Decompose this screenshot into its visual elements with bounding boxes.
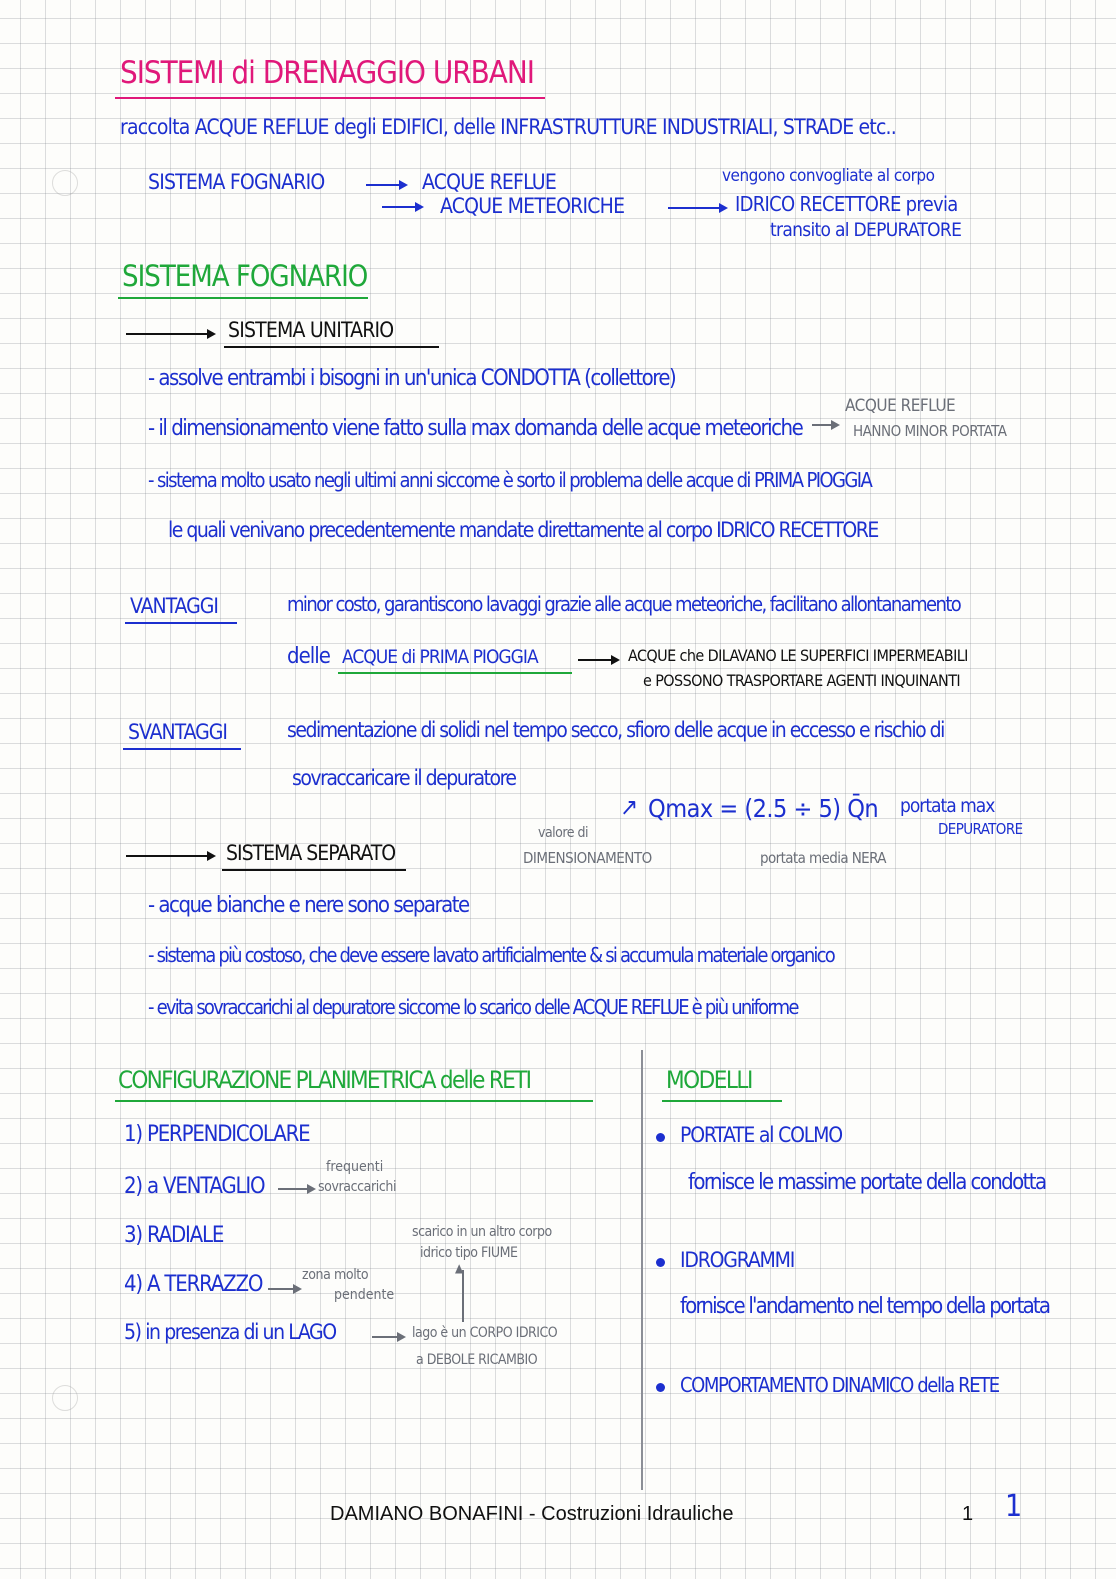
- unitario-bullet-3: - sistema molto usato negli ultimi anni siccome è sorto il problema delle acque di PRIMA PIOGGIA: [148, 468, 872, 492]
- formula-note-right-1: portata max: [900, 795, 995, 817]
- formula-note-left-2: DIMENSIONAMENTO: [523, 849, 652, 867]
- unitario-bullet-4: le quali venivano precedentemente mandate direttamente al corpo IDRICO RECETTORE: [168, 518, 878, 542]
- lago-note-1: lago è un CORPO IDRICO: [412, 1325, 558, 1341]
- configurazione-underline: [115, 1100, 593, 1102]
- bullet-icon: [656, 1258, 665, 1267]
- prima-pioggia-note-1: ACQUE che DILAVANO LE SUPERFICI IMPERMEABILI: [628, 646, 968, 665]
- separato-label: SISTEMA SEPARATO: [226, 841, 396, 865]
- modello-3-title: COMPORTAMENTO DINAMICO della RETE: [680, 1373, 999, 1397]
- modelli-underline: [662, 1100, 782, 1102]
- modello-1-desc: fornisce le massime portate della condotta: [688, 1170, 1046, 1195]
- scarico-note-2: idrico tipo FIUME: [420, 1245, 518, 1261]
- arrow-reflue: [366, 184, 406, 186]
- vantaggi-line-1: minor costo, garantiscono lavaggi grazie alle acque meteoriche, facilitano allontanamento: [287, 592, 961, 616]
- prima-pioggia-underline: [338, 672, 572, 674]
- formula-note-bottom: portata media NERA: [760, 849, 886, 867]
- arrow-recettore: [668, 207, 726, 209]
- scarico-arrow-icon: ▲: [455, 1261, 464, 1275]
- formula-note-right-2: DEPURATORE: [938, 820, 1023, 838]
- column-divider: [641, 1050, 643, 1490]
- reflue-label: ACQUE REFLUE: [422, 170, 556, 194]
- unitario-bullet-1: - assolve entrambi i bisogni in un'unica CONDOTTA (collettore): [148, 366, 676, 391]
- bullet-icon: [656, 1383, 665, 1392]
- prima-pioggia-highlight: ACQUE di PRIMA PIOGGIA: [342, 646, 538, 668]
- separato-underline: [222, 869, 406, 871]
- scarico-note-1: scarico in un altro corpo: [412, 1224, 552, 1240]
- config-item-2: 2) a VENTAGLIO: [124, 1174, 265, 1199]
- section-heading-fognario: SISTEMA FOGNARIO: [122, 259, 368, 293]
- terrazzo-note-2: pendente: [334, 1287, 395, 1303]
- svantaggi-line-2: sovraccaricare il depuratore: [292, 766, 516, 790]
- fognario-label: SISTEMA FOGNARIO: [148, 170, 325, 194]
- svantaggi-line-1: sedimentazione di solidi nel tempo secco, sfioro delle acque in eccesso e rischio di: [287, 718, 944, 742]
- modello-2-title: IDROGRAMMI: [680, 1248, 795, 1272]
- page-number: 1: [962, 1503, 974, 1525]
- unitario-underline: [224, 346, 439, 348]
- arrow-separato: [126, 855, 214, 857]
- lago-note-2: a DEBOLE RICAMBIO: [416, 1352, 538, 1368]
- formula-note-left-1: valore di: [538, 825, 588, 841]
- unitario-bullet-2: - il dimensionamento viene fatto sulla max domanda delle acque meteoriche: [148, 416, 803, 441]
- svantaggi-underline: [123, 748, 241, 750]
- prima-pioggia-note-2: e POSSONO TRASPORTARE AGENTI INQUINANTI: [643, 671, 961, 690]
- unitario-label: SISTEMA UNITARIO: [228, 318, 394, 342]
- config-item-1: 1) PERPENDICOLARE: [124, 1122, 310, 1147]
- separato-bullet-1: - acque bianche e nere sono separate: [148, 893, 469, 918]
- section-heading-configurazione: CONFIGURAZIONE PLANIMETRICA delle RETI: [118, 1066, 531, 1094]
- formula-arrow-icon: ↗: [620, 793, 639, 821]
- arrow-terrazzo: [268, 1288, 300, 1290]
- separato-bullet-2: - sistema più costoso, che deve essere lavato artificialmente & si accumula materiale organico: [148, 943, 834, 967]
- ventaglio-note-1: frequenti: [326, 1159, 384, 1175]
- modello-1-title: PORTATE al COLMO: [680, 1123, 842, 1147]
- svantaggi-label: SVANTAGGI: [128, 720, 227, 744]
- recettore-note-1: vengono convogliate al corpo: [722, 166, 935, 186]
- ventaglio-note-2: sovraccarichi: [318, 1179, 397, 1195]
- config-item-5: 5) in presenza di un LAGO: [124, 1320, 336, 1344]
- separato-bullet-3: - evita sovraccarichi al depuratore siccome lo scarico delle ACQUE REFLUE è più uniforme: [148, 995, 798, 1019]
- side-note-2: HANNO MINOR PORTATA: [853, 422, 1007, 440]
- arrow-unitario: [126, 333, 214, 335]
- terrazzo-note-1: zona molto: [302, 1267, 369, 1283]
- arrow-prima-pioggia: [578, 659, 618, 661]
- bullet-icon: [656, 1133, 665, 1142]
- page-number-handwritten: 1: [1005, 1489, 1023, 1524]
- recettore-note-3: transito al DEPURATORE: [770, 219, 962, 241]
- intro-text: raccolta ACQUE REFLUE degli EDIFICI, delle INFRASTRUTTURE INDUSTRIALI, STRADE etc..: [120, 115, 896, 139]
- heading-underline: [118, 297, 368, 299]
- punch-hole: [52, 170, 78, 196]
- title-underline: [115, 97, 545, 99]
- modello-2-desc: fornisce l'andamento nel tempo della portata: [680, 1294, 1050, 1319]
- arrow-side-note: [812, 424, 838, 426]
- vantaggi-underline: [125, 622, 237, 624]
- arrow-meteoriche: [382, 206, 422, 208]
- vantaggi-line-2: delle: [287, 644, 330, 669]
- config-item-3: 3) RADIALE: [124, 1223, 224, 1248]
- config-item-4: 4) A TERRAZZO: [124, 1272, 263, 1297]
- recettore-note-2: IDRICO RECETTORE previa: [735, 192, 958, 216]
- formula: Qmax = (2.5 ÷ 5) Q̄n: [648, 794, 879, 823]
- punch-hole: [52, 1385, 78, 1411]
- meteoriche-label: ACQUE METEORICHE: [440, 194, 625, 218]
- page-footer: DAMIANO BONAFINI - Costruzioni Idrauliche: [330, 1503, 734, 1525]
- scarico-connector: [462, 1270, 464, 1322]
- side-note-1: ACQUE REFLUE: [845, 396, 956, 416]
- section-heading-modelli: MODELLI: [666, 1066, 752, 1094]
- vantaggi-label: VANTAGGI: [130, 594, 218, 618]
- arrow-ventaglio: [278, 1188, 314, 1190]
- page-title: SISTEMI di DRENAGGIO URBANI: [120, 55, 534, 91]
- arrow-lago: [372, 1336, 404, 1338]
